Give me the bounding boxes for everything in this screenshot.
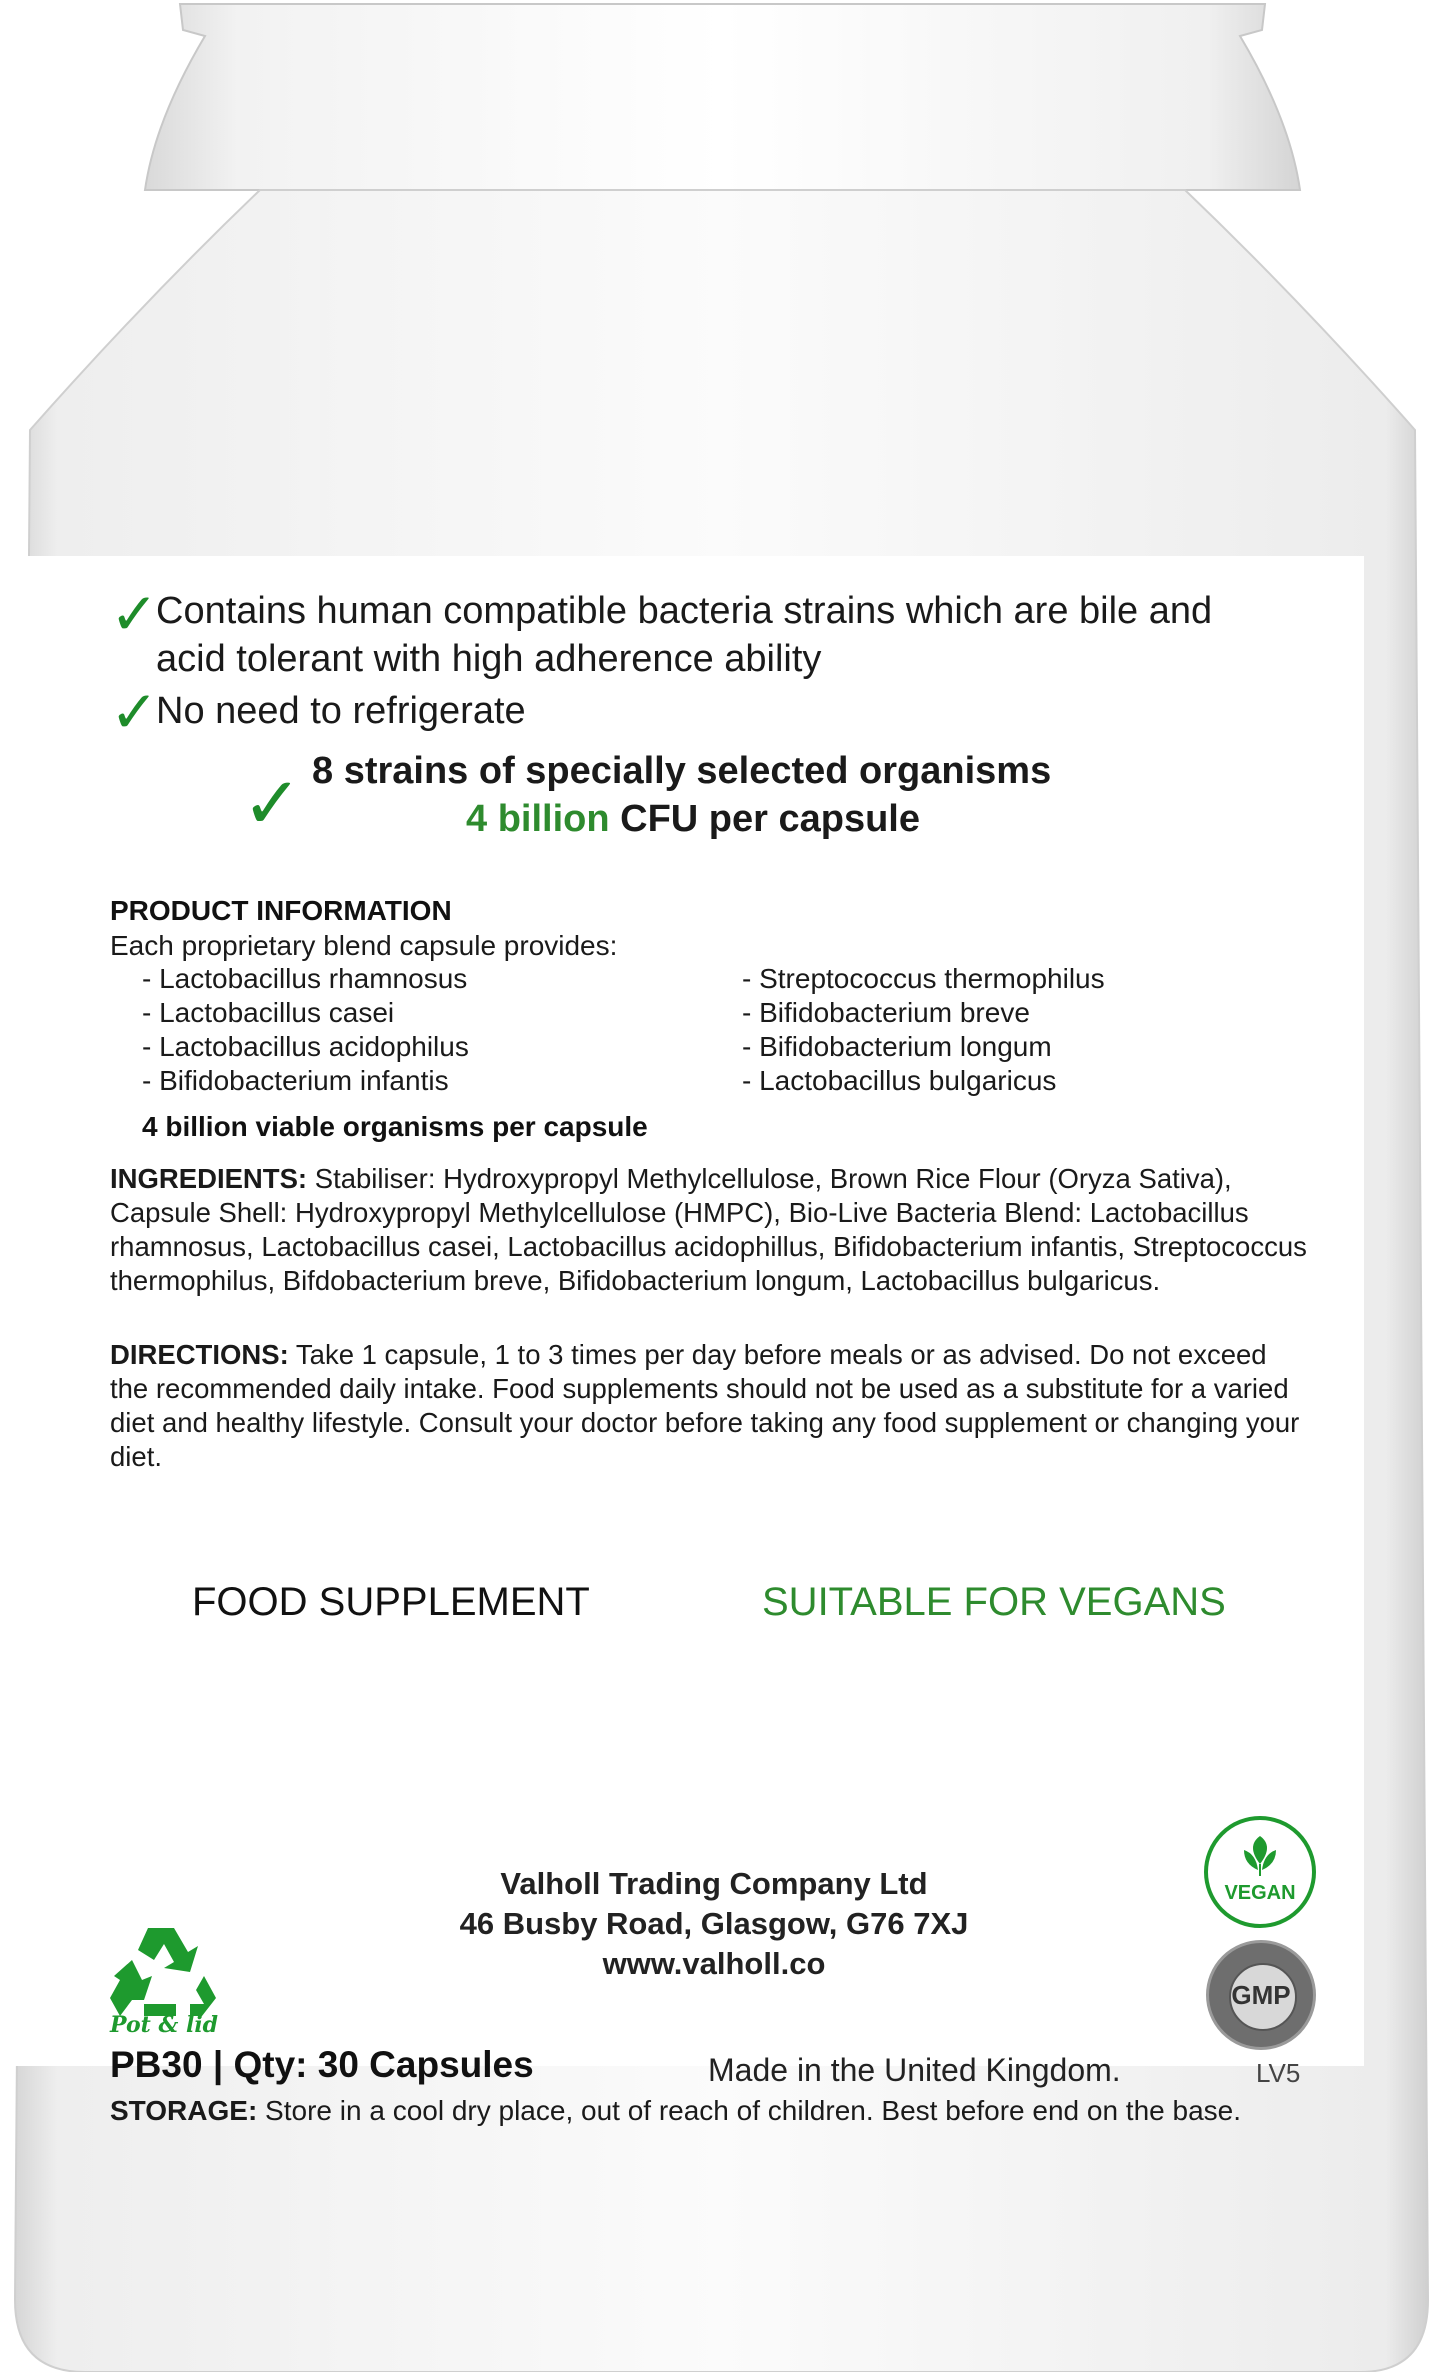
strain-item: - Lactobacillus casei xyxy=(142,997,395,1028)
company-name: Valholl Trading Company Ltd xyxy=(500,1866,928,1901)
version-code: LV5 xyxy=(1256,2058,1301,2088)
recycle-icon xyxy=(104,1920,222,2020)
strains-highlight: 8 strains of specially selected organisms xyxy=(312,750,1052,792)
product-code: PB30 | Qty: 30 Capsules xyxy=(110,2044,534,2085)
check-icon: ✓ xyxy=(110,582,159,647)
gmp-badge xyxy=(1206,1940,1316,2050)
directions-text: Take 1 capsule, 1 to 3 times per day before meals or as advised. Do not exceed the recommended daily intake. Food supplements should not be used as a substitute for a varied diet and healthy lifestyle. Consult your doctor before taking any food supplement or changing your diet. xyxy=(110,1339,1300,1472)
claim-line-2: acid tolerant with high adherence ability xyxy=(156,638,822,680)
claim-refrigerate: No need to refrigerate xyxy=(156,690,526,732)
storage-heading: STORAGE: xyxy=(110,2095,258,2126)
ingredients-text: Stabiliser: Hydroxypropyl Methylcellulose, Brown Rice Flour (Oryza Sativa), Capsule Shell: Hydroxypropyl Methylcellulose (HMPC), Bio-Live Bacteria Blend: Lactobacillus rhamnosus, Lactobacillus casei, Lactobacillus acidophillus, Bifidobacterium infantis, Streptococcus thermophilus, Bifdobacterium breve, Bifidobacterium longum, Lactobacillus bulgaricus. xyxy=(110,1163,1307,1296)
food-supplement-label: FOOD SUPPLEMENT xyxy=(192,1580,590,1624)
strain-item: - Lactobacillus bulgaricus xyxy=(742,1065,1057,1096)
ingredients-paragraph xyxy=(110,1162,1310,1298)
company-website: www.valholl.co xyxy=(602,1946,826,1981)
viable-organisms-summary: 4 billion viable organisms per capsule xyxy=(142,1111,648,1142)
strain-item: - Streptococcus thermophilus xyxy=(742,963,1105,994)
check-icon: ✓ xyxy=(110,680,159,745)
strain-item: - Bifidobacterium longum xyxy=(742,1031,1052,1062)
ingredients-heading: INGREDIENTS: xyxy=(110,1163,308,1194)
claim-line-1: Contains human compatible bacteria strains which are bile and xyxy=(156,590,1213,632)
origin-text: Made in the United Kingdom. xyxy=(708,2052,1121,2088)
check-icon: ✓ xyxy=(242,764,303,844)
directions-heading: DIRECTIONS: xyxy=(110,1339,289,1370)
cfu-highlight: 4 billion CFU per capsule xyxy=(466,798,920,840)
strain-item: - Lactobacillus acidophilus xyxy=(142,1031,469,1062)
vegan-badge xyxy=(1204,1816,1316,1928)
strain-item: - Bifidobacterium infantis xyxy=(142,1065,449,1096)
company-street: 46 Busby Road, Glasgow, G76 7XJ xyxy=(459,1906,969,1941)
recycle-caption: Pot & lid xyxy=(110,2012,219,2038)
vegan-badge-text: VEGAN xyxy=(1224,1882,1296,1904)
leaf-icon xyxy=(1240,1834,1280,1878)
company-address xyxy=(412,1864,1016,1984)
storage-text: Store in a cool dry place, out of reach of children. Best before end on the base. xyxy=(257,2095,1241,2126)
directions-paragraph xyxy=(110,1338,1310,1474)
product-info-title: PRODUCT INFORMATION xyxy=(110,895,452,926)
vegan-suitability-label: SUITABLE FOR VEGANS xyxy=(762,1580,1226,1624)
strain-item: - Bifidobacterium breve xyxy=(742,997,1030,1028)
storage-line xyxy=(110,2094,1360,2128)
gmp-badge-text: GMP xyxy=(1231,1980,1291,2010)
strain-item: - Lactobacillus rhamnosus xyxy=(142,963,468,994)
product-info-intro: Each proprietary blend capsule provides: xyxy=(110,930,618,961)
